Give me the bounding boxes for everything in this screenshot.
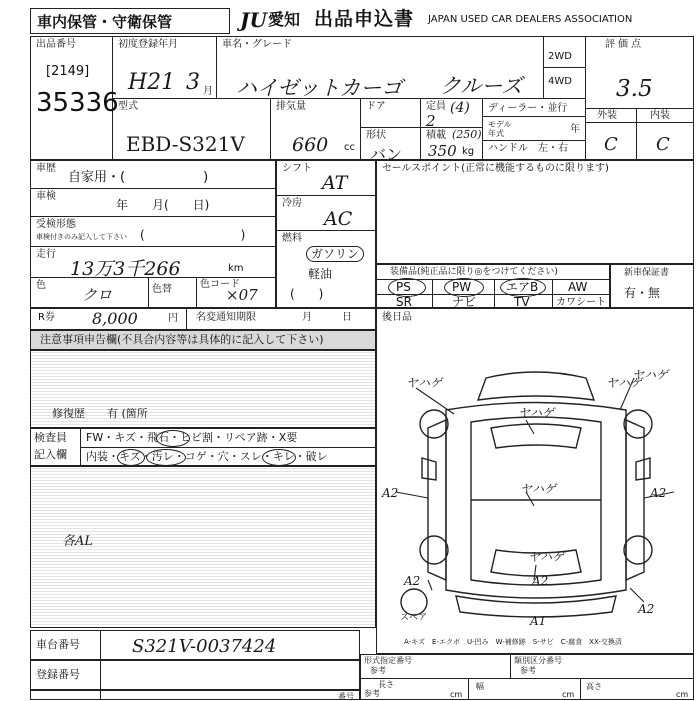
displacement-label: 排気量 (276, 101, 306, 112)
divider (420, 98, 421, 160)
diagram-mark: A2 (404, 574, 421, 588)
interior-label: 内装 (650, 110, 670, 121)
mileage-unit: km (228, 263, 244, 274)
form-title: 出品申込書 (314, 8, 415, 30)
car-name: ハイゼットカーゴ (236, 76, 403, 100)
car-name-label: 車名・グレード (222, 39, 292, 50)
load-label: 積載 (426, 130, 446, 141)
divider (482, 116, 586, 117)
history-label: 車歴 (36, 163, 56, 174)
capacity-extra: (4) (450, 100, 470, 116)
divider (552, 279, 553, 308)
ac-label: 冷房 (282, 198, 302, 209)
spare-label: スペア (400, 613, 428, 623)
divider (276, 230, 376, 231)
lot-sub-number: [2149] (46, 64, 90, 79)
drive-2wd: 2WD (548, 51, 572, 62)
header-left-title: 車内保管・守衛保管 (37, 13, 173, 31)
diagram-mark: ヤハゲ (528, 550, 565, 564)
load-unit: kg (462, 146, 475, 157)
repair-label: 修復歴 有 (箇所 (52, 407, 148, 420)
sales-point-label: セールスポイント(正常に機能するものに限ります) (382, 163, 609, 174)
divider (510, 654, 511, 678)
handwritten-note: 各AL (62, 534, 94, 549)
divider (482, 98, 483, 160)
divider (360, 98, 361, 160)
inspector-row-1: FW・キズ・飛石・ヒビ割・リペア跡・X要 (86, 431, 298, 444)
model-label: 型式 (118, 101, 138, 112)
equip-sr: SR (396, 295, 412, 309)
divider (432, 279, 433, 308)
warranty-label: 新車保証書 (624, 268, 670, 278)
interior-grade: C (656, 134, 670, 155)
capacity-value: 2 (426, 112, 436, 130)
divider (494, 279, 495, 308)
form-number-sub: 参考 (370, 666, 386, 675)
length-label: 長さ (378, 680, 394, 689)
equip-ps: PS (396, 280, 411, 294)
fuel-diesel: 軽油 (308, 267, 333, 281)
color-label: 色 (36, 280, 46, 291)
height-unit: cm (676, 690, 689, 699)
equipment-label: 装備品(純正品に限り◎をつけてください) (390, 267, 558, 277)
lot-number: 35336 (36, 88, 119, 118)
circle-mark-tobiishi (156, 430, 190, 447)
class-number-label: 類別区分番号 (514, 656, 562, 665)
sales-point-box (376, 160, 694, 264)
form-number-label: 形式指定番号 (364, 656, 412, 665)
diagram-mark: ヤハゲ (632, 368, 669, 382)
inspector-label: 検査員 (34, 431, 67, 444)
association-name: JAPAN USED CAR DEALERS ASSOCIATION (428, 14, 633, 25)
divider (585, 122, 694, 123)
color-code: ×07 (226, 286, 258, 304)
receipt-note: 車検付きのみ記入して下さい (36, 233, 127, 241)
circle-mark-yogore (146, 449, 186, 466)
receipt-value: ( ) (140, 228, 246, 242)
diagram-mark: A2 (532, 574, 549, 588)
notes-label: 注意事項申告欄(不具合内容等は具体的に記入して下さい) (40, 333, 324, 346)
model-value: EBD-S321V (126, 132, 245, 156)
shift-value: AT (322, 172, 348, 194)
warranty-value: 有・無 (624, 286, 661, 300)
circle-mark-pw (444, 278, 484, 297)
divider (80, 447, 376, 448)
circle-mark-sure (262, 449, 296, 466)
number-label: 番号 (338, 692, 354, 701)
circle-mark-kizu (117, 449, 145, 466)
equip-navi: ナビ (452, 295, 477, 309)
doors-label: ドア (366, 101, 386, 112)
handle-label: ハンドル 左・右 (488, 143, 568, 154)
width-label: 幅 (476, 682, 484, 691)
chassis-value: S321V-0037424 (132, 636, 277, 657)
circle-mark-ps (388, 278, 426, 297)
fuel-label: 燃料 (282, 233, 302, 244)
mileage-label: 走行 (36, 249, 56, 260)
notice-label: 名変通知期限 (196, 312, 256, 323)
equip-pw: PW (452, 280, 472, 294)
mileage-value: 13万3千266 (70, 258, 181, 280)
rating-score: 3.5 (616, 76, 653, 102)
displacement-unit: cc (344, 142, 355, 153)
divider (30, 188, 276, 189)
recycle-label: R券 (38, 312, 55, 323)
inspector-label-2: 記入欄 (34, 448, 67, 461)
length-ref: 参考 (364, 689, 380, 698)
shape-label: 形状 (366, 130, 386, 141)
length-unit: cm (450, 690, 463, 699)
inspector-row-2: 内装・キズ・汚レ・コゲ・穴・スレ・キレ・破レ (86, 450, 328, 463)
height-label: 高さ (586, 682, 602, 691)
model-year-unit: 年 (570, 124, 580, 135)
repaint-label: 色替 (152, 284, 172, 295)
fuel-other: ( ) (290, 287, 324, 301)
divider (186, 308, 187, 330)
notice-value: 月 日 (302, 312, 352, 323)
damage-legend: A-キズ E-エクボ U-凹み W-補修跡 S-サビ C-腐食 XX-交換済 (404, 638, 622, 646)
drive-4wd: 4WD (548, 76, 572, 87)
dealer-label: ディーラー・並行 (488, 103, 568, 114)
load-value: 350 (428, 142, 457, 160)
chassis-label: 車台番号 (36, 638, 80, 651)
load-extra: (250) (452, 128, 482, 141)
plate-label: 登録番号 (36, 668, 80, 681)
divider (482, 140, 586, 141)
equip-aw: AW (568, 280, 588, 294)
fuel-gasoline: ガソリン (306, 246, 364, 262)
divider (270, 98, 271, 160)
lot-label: 出品番号 (36, 39, 76, 50)
color-code-label: 色コード (200, 279, 240, 290)
receipt-label: 受検形態 (36, 219, 76, 230)
diagram-mark: A2 (650, 486, 667, 500)
header-aichi: 愛知 (268, 10, 301, 29)
equip-tv: TV (514, 295, 530, 309)
circle-mark-airbag (500, 278, 546, 297)
divider (636, 108, 637, 160)
exterior-grade: C (604, 134, 618, 155)
width-unit: cm (562, 690, 575, 699)
right-panel-label: 後日品 (382, 312, 412, 323)
divider (580, 678, 581, 700)
diagram-mark: ヤハゲ (518, 406, 555, 420)
registration-month-unit: 月 (203, 86, 213, 97)
divider (360, 678, 694, 679)
ju-logo: JU (240, 8, 267, 32)
header-left-title-box (30, 8, 230, 34)
equip-airbag: エアB (506, 280, 539, 294)
recycle-unit: 円 (168, 313, 178, 324)
divider (216, 36, 217, 98)
diagram-mark: ヤハゲ (406, 376, 443, 390)
divider (543, 67, 586, 68)
plate-extra-box (30, 690, 360, 700)
divider (276, 195, 376, 196)
divider (30, 246, 276, 247)
registration-month: 3 (186, 70, 200, 95)
diagram-mark: A2 (638, 602, 655, 616)
registration-era-year: H21 (128, 70, 176, 95)
inspection-label: 車検 (36, 191, 56, 202)
capacity-label: 定員 (426, 101, 446, 112)
exterior-label: 外装 (597, 110, 617, 121)
displacement-value: 660 (292, 134, 329, 156)
divider (80, 428, 81, 466)
diagram-mark: A2 (382, 486, 399, 500)
shift-label: シフト (282, 163, 312, 174)
diagram-mark: ヤハゲ (606, 376, 643, 390)
diagram-mark: ヤハゲ (520, 482, 557, 496)
divider (196, 277, 197, 308)
diagram-mark: A1 (530, 614, 547, 628)
class-number-sub: 参考 (520, 666, 536, 675)
equip-seat: カワシート (556, 297, 606, 308)
divider (468, 678, 469, 700)
shape-value: バン (370, 145, 403, 164)
car-grade: クルーズ (440, 74, 523, 98)
divider (148, 277, 149, 308)
ac-value: AC (324, 208, 353, 230)
recycle-value: 8,000 (92, 309, 138, 328)
rating-label: 評価点 (605, 39, 644, 50)
inspection-value: 年 月( 日) (116, 198, 210, 212)
color-value: クロ (82, 286, 113, 304)
history-value: 自家用・( ) (68, 170, 209, 185)
divider (30, 216, 276, 217)
registration-label: 初度登録年月 (118, 39, 178, 50)
divider (585, 108, 694, 109)
model-year-label: モデル年式 (488, 120, 512, 138)
